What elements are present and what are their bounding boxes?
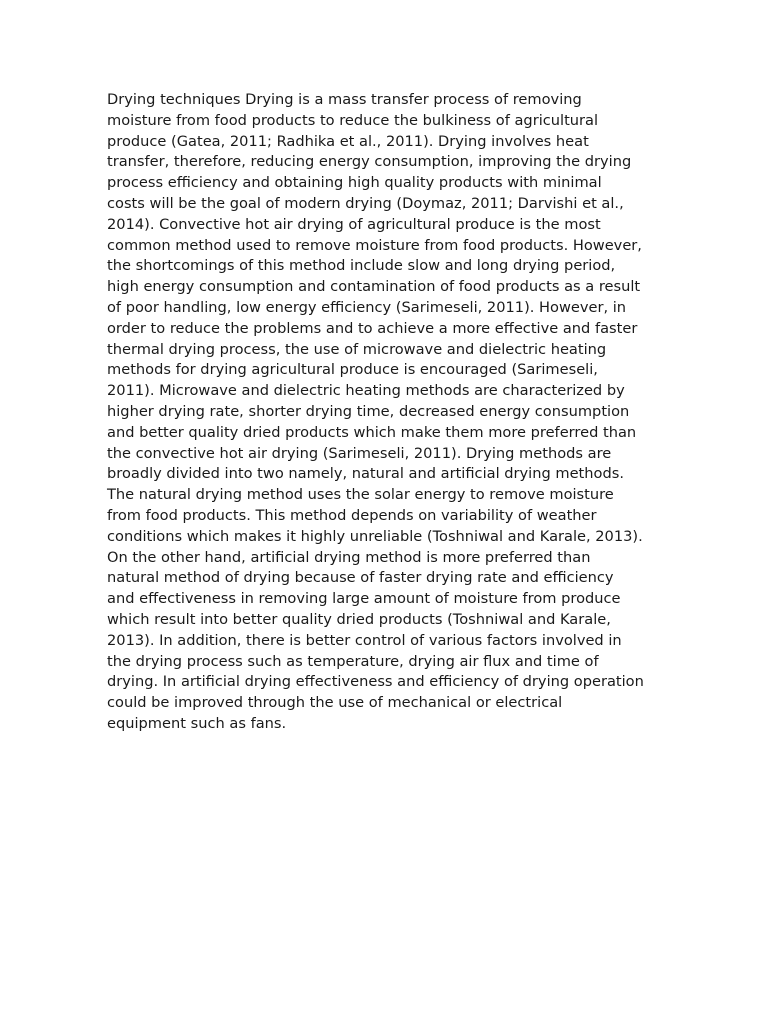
paragraph-line: On the other hand, artificial drying method is more preferred than <box>107 548 591 566</box>
paragraph-line: 2011). Microwave and dielectric heating methods are characterized by <box>107 382 625 400</box>
paragraph-line: and effectiveness in removing large amount of moisture from produce <box>107 590 621 608</box>
paragraph-line: of poor handling, low energy efficiency (Sarimeseli, 2011). However, in <box>107 298 627 316</box>
paragraph-line: 2013). In addition, there is better control of various factors involved in <box>107 631 622 649</box>
paragraph-line: the convective hot air drying (Sarimeseli, 2011). Drying methods are <box>107 444 612 462</box>
paragraph-line: 2014). Convective hot air drying of agricultural produce is the most <box>107 215 601 233</box>
paragraph-line: the drying process such as temperature, drying air flux and time of <box>107 652 599 670</box>
paragraph-line: process efficiency and obtaining high quality products with minimal <box>107 174 602 192</box>
paragraph-line: broadly divided into two namely, natural and artificial drying methods. <box>107 465 624 483</box>
paragraph-line: order to reduce the problems and to achieve a more effective and faster <box>107 319 638 337</box>
paragraph-line: natural method of drying because of faster drying rate and efficiency <box>107 569 614 587</box>
paragraph-line: moisture from food products to reduce the bulkiness of agricultural <box>107 111 599 129</box>
paragraph-line: The natural drying method uses the solar energy to remove moisture <box>107 486 614 504</box>
paragraph-line: methods for drying agricultural produce is encouraged (Sarimeseli, <box>107 361 598 379</box>
paragraph-line: Drying techniques Drying is a mass transfer process of removing <box>107 91 582 108</box>
paragraph-line: could be improved through the use of mechanical or electrical <box>107 694 563 712</box>
paragraph-line: conditions which makes it highly unreliable (Toshniwal and Karale, 2013). <box>107 527 643 545</box>
paragraph-line: from food products. This method depends on variability of weather <box>107 506 597 524</box>
paragraph-line: costs will be the goal of modern drying (Doymaz, 2011; Darvishi et al., <box>107 194 624 212</box>
paragraph-line: transfer, therefore, reducing energy consumption, improving the drying <box>107 153 632 171</box>
paragraph-line: drying. In artificial drying effectiveness and efficiency of drying operation <box>107 673 644 691</box>
paragraph-line: the shortcomings of this method include slow and long drying period, <box>107 257 616 275</box>
paragraph-line: equipment such as fans. <box>107 714 287 732</box>
body-paragraph <box>107 90 663 735</box>
paragraph-line: higher drying rate, shorter drying time, decreased energy consumption <box>107 402 630 420</box>
paragraph-line: and better quality dried products which make them more preferred than <box>107 423 637 441</box>
paragraph-line: common method used to remove moisture from food products. However, <box>107 236 642 254</box>
paragraph-line: produce (Gatea, 2011; Radhika et al., 2011). Drying involves heat <box>107 132 589 150</box>
paragraph-line: high energy consumption and contamination of food products as a result <box>107 278 641 296</box>
paragraph-line: which result into better quality dried products (Toshniwal and Karale, <box>107 610 611 628</box>
paragraph-line: thermal drying process, the use of microwave and dielectric heating <box>107 340 607 358</box>
